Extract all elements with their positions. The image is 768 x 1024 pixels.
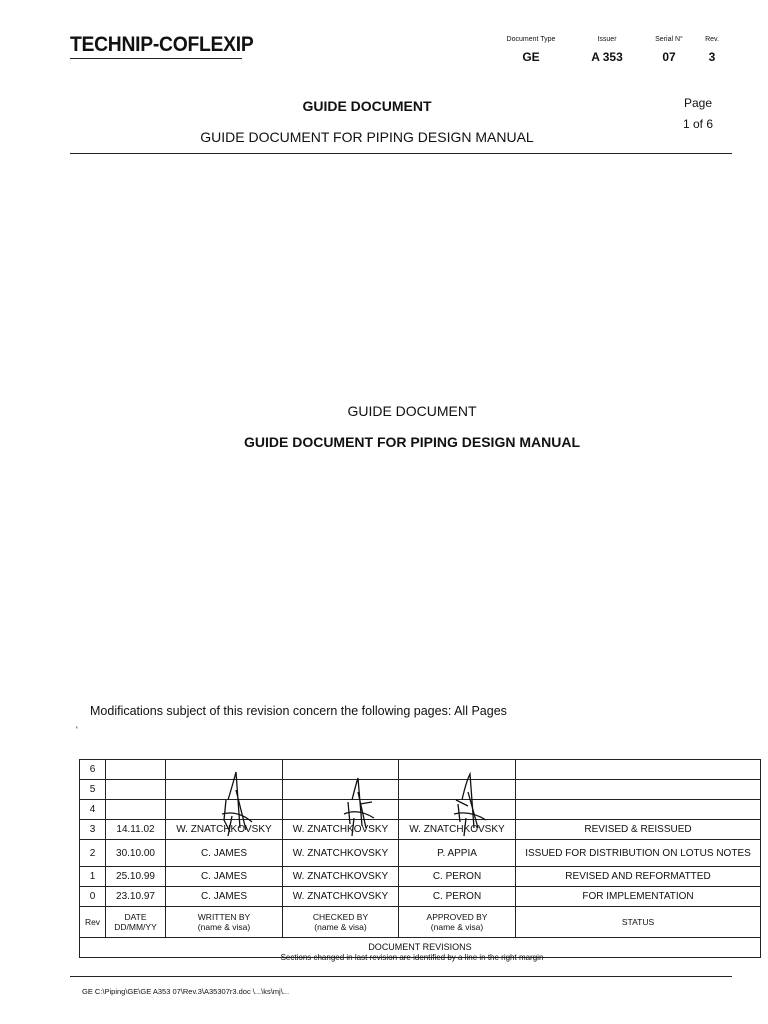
approved-cell: C. PERON [399,887,516,907]
rev-cell: 3 [80,820,106,840]
revision-row [80,887,761,907]
date-cell [106,780,166,800]
header-status: STATUS [516,907,761,938]
logo-underline [70,58,242,59]
signature-written-by [212,770,262,838]
header-rev: Rev [80,907,106,938]
company-logo: TECHNIP-COFLEXIP [70,33,254,56]
page-number: 1 of 6 [682,117,714,131]
rev-cell: 4 [80,800,106,820]
header-date [106,907,166,938]
page-label: Page [683,96,713,110]
meta-label-serial: Serial N° [655,36,683,43]
document-title: GUIDE DOCUMENT [302,98,432,114]
revision-row [80,820,761,840]
revision-row [80,760,761,780]
meta-value-serial: 07 [662,50,676,64]
meta-label-rev: Rev. [705,36,719,43]
header-approved-visa: (name & visa) [430,922,484,932]
date-cell [106,760,166,780]
written-cell: C. JAMES [166,887,283,907]
written-cell: W. ZNATCHKOVSKY [166,820,283,840]
header-written-label: WRITTEN BY [197,912,251,922]
approved-cell: W. ZNATCHKOVSKY [399,820,516,840]
header-written-visa: (name & visa) [197,922,251,932]
approved-cell: C. PERON [399,867,516,887]
footer-file-path: GE C:\Piping\GE\GE A353 07\Rev.3\A35307r3.doc \...\ks\mj\... [82,987,290,996]
status-cell [516,780,761,800]
revision-row [80,800,761,820]
revision-table [79,759,761,958]
approved-cell: P. APPIA [399,840,516,867]
checked-cell: W. ZNATCHKOVSKY [283,840,399,867]
rev-cell: 6 [80,760,106,780]
checked-cell: W. ZNATCHKOVSKY [283,820,399,840]
rev-cell: 5 [80,780,106,800]
header-checked [283,907,399,938]
status-cell: ISSUED FOR DISTRIBUTION ON LOTUS NOTES [516,840,761,867]
date-cell: 23.10.97 [106,887,166,907]
written-cell: C. JAMES [166,840,283,867]
revision-row [80,840,761,867]
date-cell: 14.11.02 [106,820,166,840]
signature-approved-by [448,770,496,838]
meta-label-issuer: Issuer [597,36,617,43]
document-subtitle: GUIDE DOCUMENT FOR PIPING DESIGN MANUAL [200,129,534,145]
header-written [166,907,283,938]
header-date-format: DD/MM/YY [114,922,157,932]
revision-header-row [80,907,761,938]
meta-value-rev: 3 [708,50,716,64]
header-approved [399,907,516,938]
date-cell: 30.10.00 [106,840,166,867]
header-checked-visa: (name & visa) [314,922,367,932]
table-caption: DOCUMENT REVISIONS [80,938,761,958]
revision-margin-note: Sections changed in last revision are identified by a line in the right margin [280,953,544,962]
rev-cell: 2 [80,840,106,867]
header-checked-label: CHECKED BY [312,912,369,922]
stray-mark: ' [76,725,78,735]
cover-title: GUIDE DOCUMENT [347,403,477,419]
checked-cell: W. ZNATCHKOVSKY [283,867,399,887]
written-cell: C. JAMES [166,867,283,887]
meta-value-document-type: GE [522,50,540,64]
footer-divider [70,976,732,977]
cover-subtitle: GUIDE DOCUMENT FOR PIPING DESIGN MANUAL [243,434,580,450]
status-cell: REVISED & REISSUED [516,820,761,840]
revision-row [80,867,761,887]
status-cell: FOR IMPLEMENTATION [516,887,761,907]
revision-row [80,780,761,800]
status-cell [516,760,761,780]
rev-cell: 1 [80,867,106,887]
rev-cell: 0 [80,887,106,907]
status-cell: REVISED AND REFORMATTED [516,867,761,887]
modifications-note: Modifications subject of this revision concern the following pages: All Pages [90,704,507,718]
date-cell: 25.10.99 [106,867,166,887]
header-divider [70,153,732,154]
header-date-label: DATE [124,912,147,922]
meta-value-issuer: A 353 [591,50,623,64]
status-cell [516,800,761,820]
date-cell [106,800,166,820]
checked-cell: W. ZNATCHKOVSKY [283,887,399,907]
signature-checked-by [336,774,384,838]
header-approved-label: APPROVED BY [426,912,488,922]
meta-label-document-type: Document Type [506,36,556,43]
